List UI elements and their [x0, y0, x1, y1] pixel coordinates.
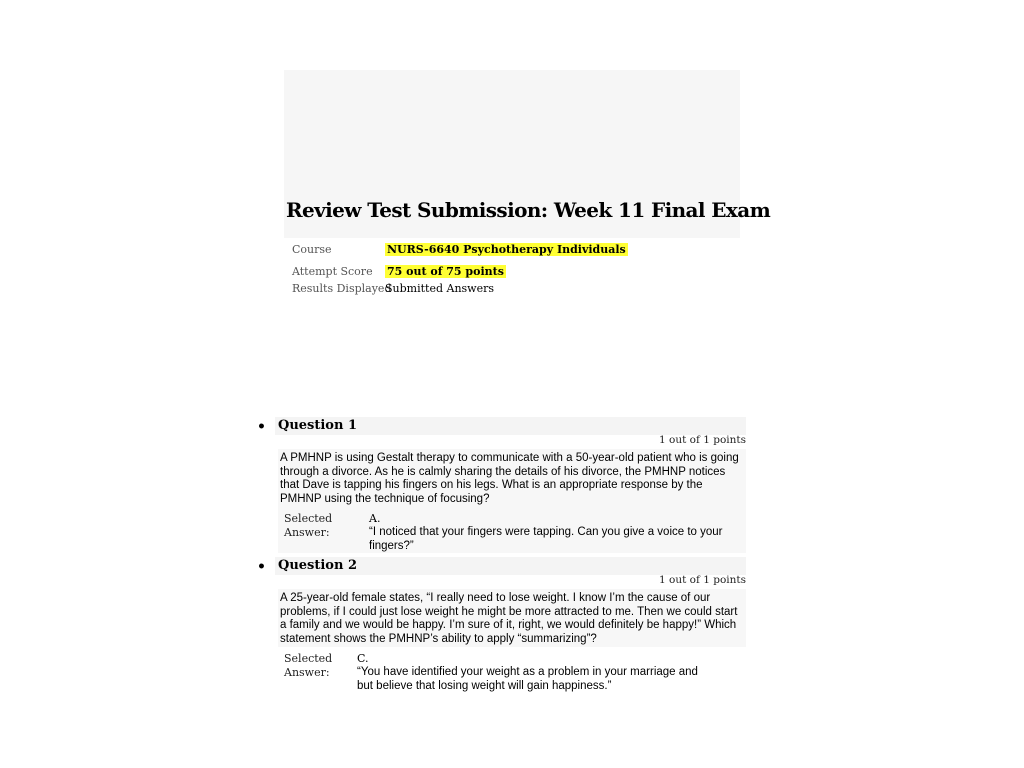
results-displayed-value: Submitted Answers: [385, 282, 495, 295]
selected-answer-text: “You have identified your weight as a problem in your marriage and but believe that losing weight will gain happiness.”: [357, 666, 698, 692]
results-displayed-label: Results Displayed: [292, 282, 392, 295]
course-label: Course: [292, 243, 332, 256]
selected-answer-text: “I noticed that your fingers were tapping. Can you give a voice to your fingers?”: [369, 526, 723, 552]
page-title: Review Test Submission: Week 11 Final Exam: [286, 198, 771, 222]
selected-answer-label: Selected Answer:: [284, 512, 333, 539]
selected-answer-letter: C.: [357, 652, 369, 665]
question-text: A PMHNP is using Gestalt therapy to communicate with a 50-year-old patient who is going through a divorce. As he is calmly sharing the details of his divorce, the PMHNP notices that Dave is tapping his fingers on his legs. What is an appropriate response by the PMHNP using the technique of focusing?: [280, 452, 739, 505]
attempt-score-value: 75 out of 75 points: [387, 265, 504, 278]
question-points: 1 out of 1 points: [659, 574, 746, 586]
attempt-score-label: Attempt Score: [292, 265, 373, 278]
question-points: 1 out of 1 points: [659, 434, 746, 446]
question-text: A 25-year-old female states, “I really need to lose weight. I know I’m the cause of our problems, if I could just lose weight he might be more attracted to me. Then we could start a family and we would be happy. I’m sure of it, right, we would definitely be happy!” Which statement shows the PMHNP’s ability to apply “summarizing”?: [280, 592, 738, 645]
question-title: Question 2: [278, 558, 358, 573]
selected-answer-label: Selected Answer:: [284, 652, 333, 679]
course-value: NURS-6640 Psychotherapy Individuals: [387, 243, 626, 256]
question-bullet: •: [257, 559, 266, 575]
selected-answer-letter: A.: [369, 512, 381, 525]
question-bullet: •: [257, 419, 266, 435]
question-title: Question 1: [278, 418, 358, 433]
